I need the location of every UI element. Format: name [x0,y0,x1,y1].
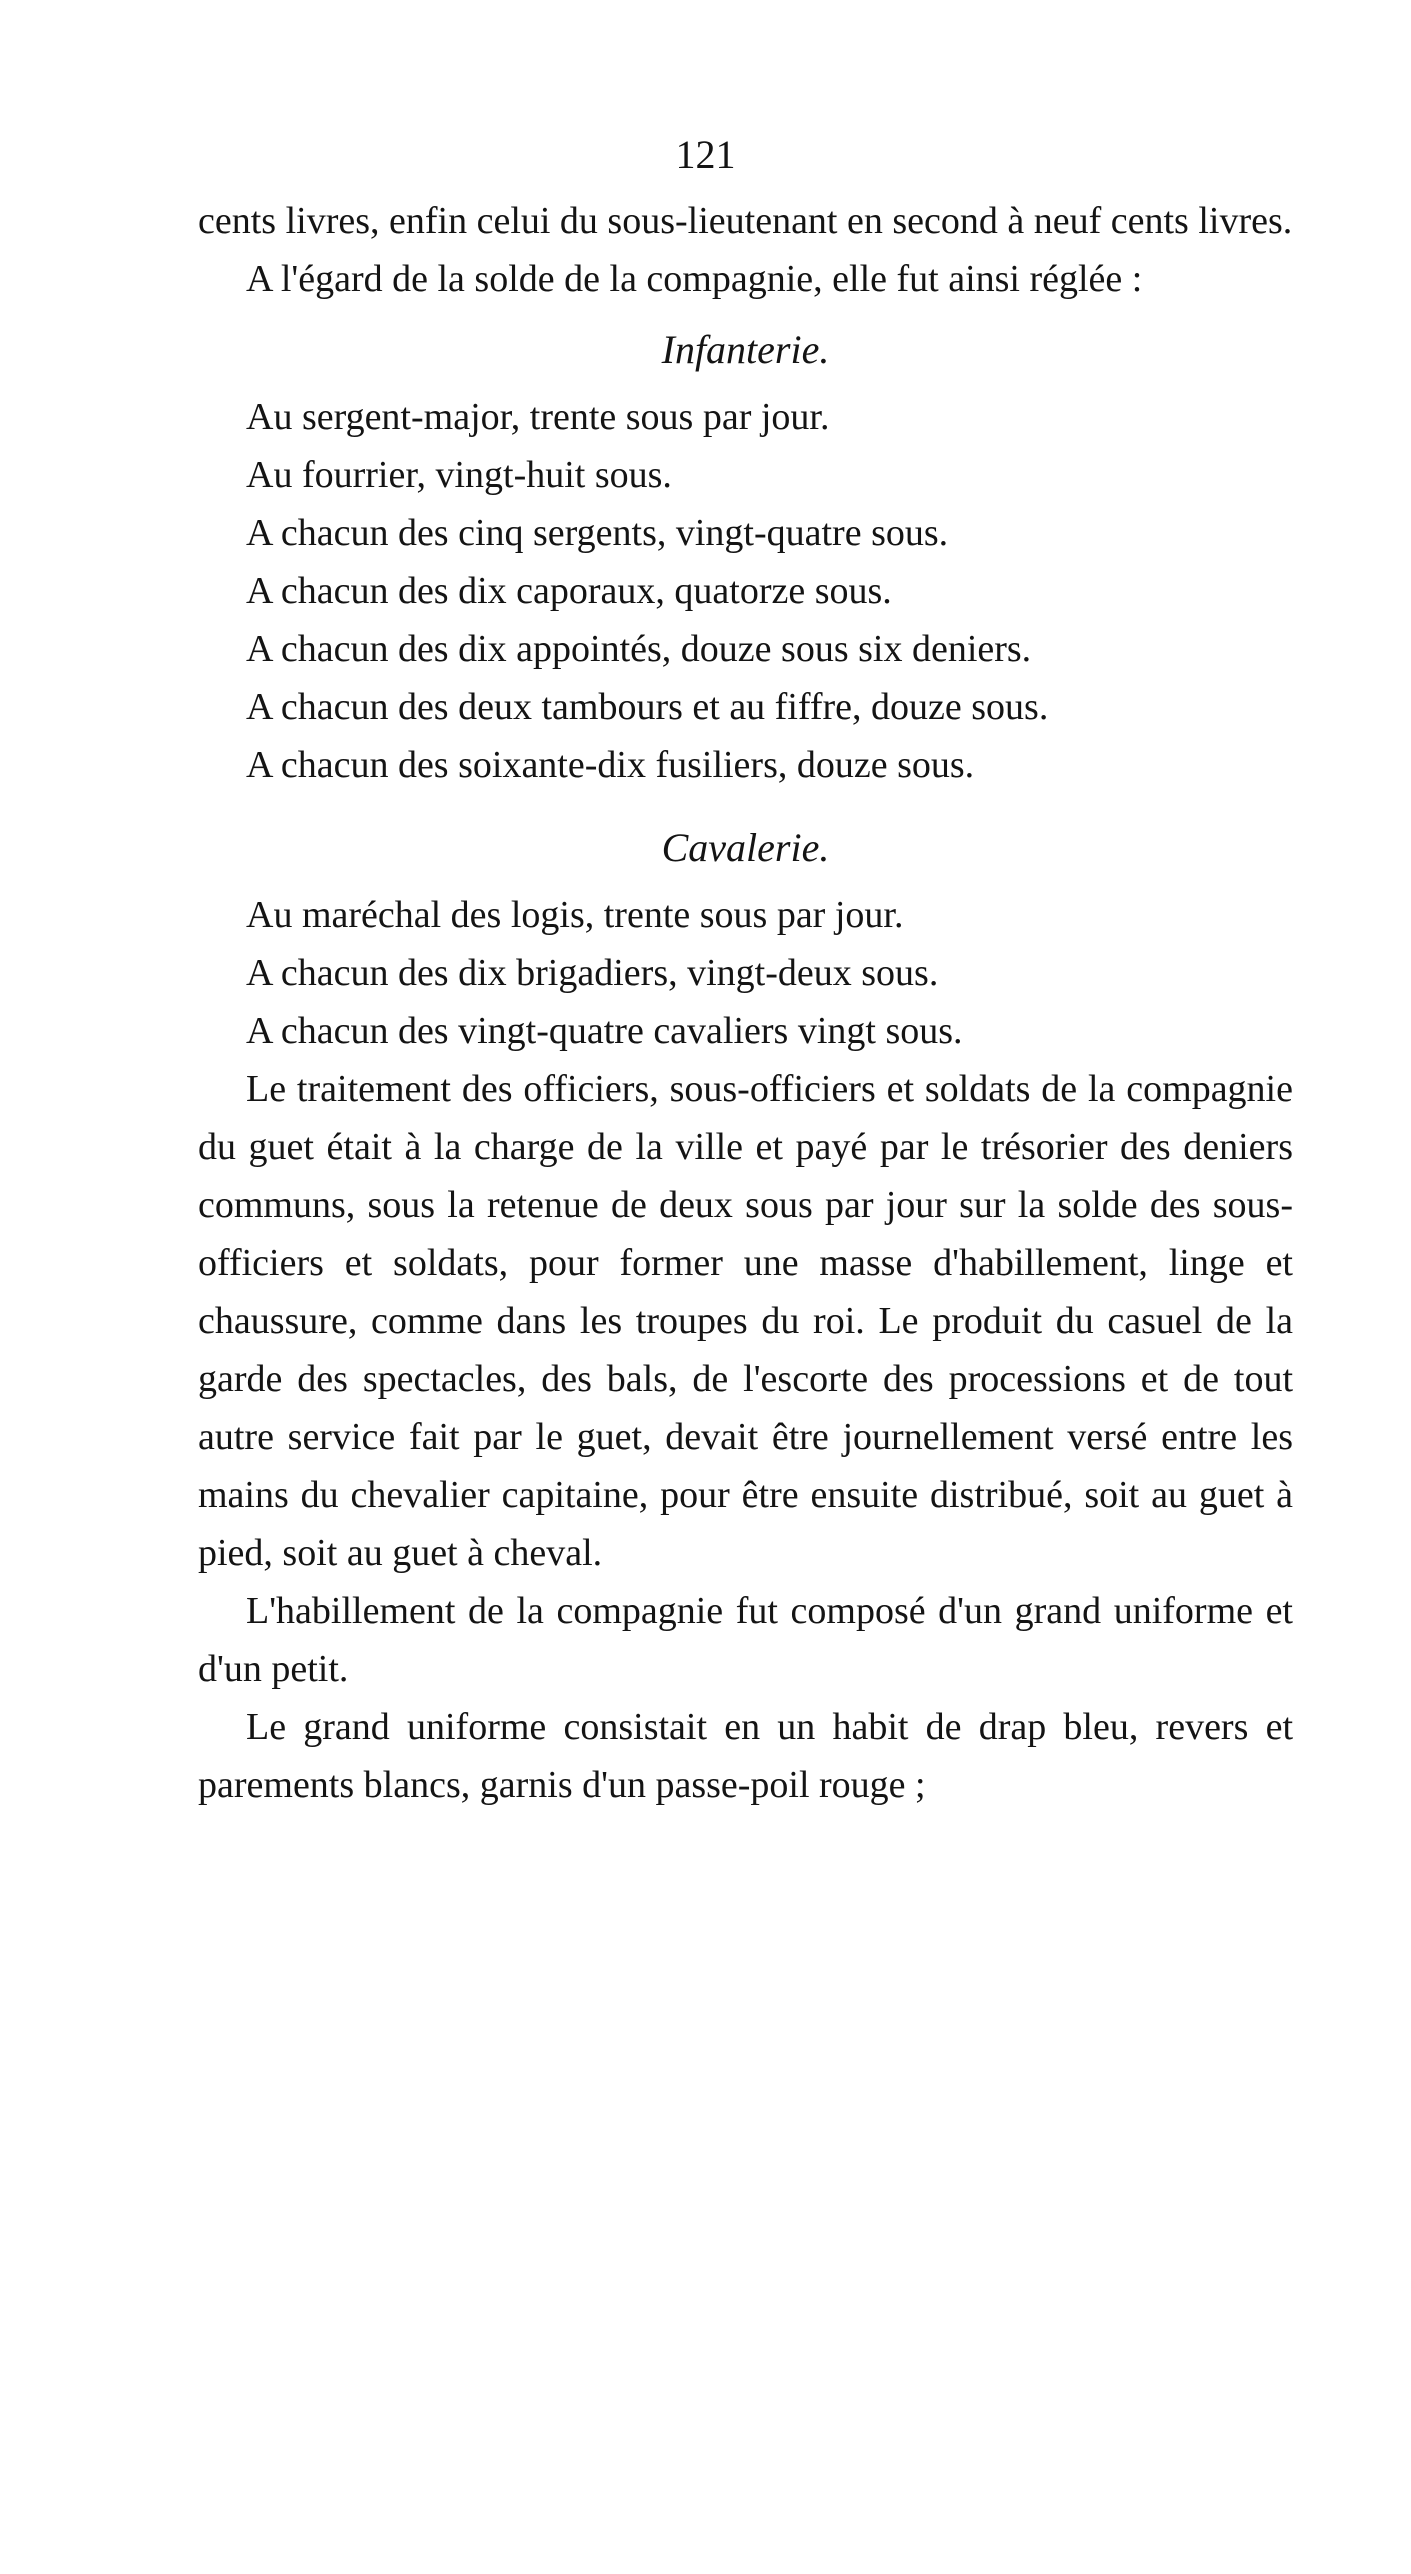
section-heading-cavalerie: Cavalerie. [661,825,830,870]
list-item: A chacun des cinq sergents, vingt-quatre sous. [246,512,949,554]
list-item: A chacun des soixante-dix fusiliers, douze sous. [246,744,975,786]
list-item: Au fourrier, vingt-huit sous. [246,454,672,496]
list-item: A chacun des deux tambours et au fiffre, douze sous. [246,686,1049,728]
list-item: A chacun des dix brigadiers, vingt-deux sous. [246,952,939,994]
list-item: A chacun des dix caporaux, quatorze sous. [246,570,892,612]
paragraph-grand-uniforme: Le grand uniforme consistait en un habit de drap bleu, revers et parements blancs, garnis d'un passe-poil rouge ; [198,1706,1293,1806]
page-number: 121 [675,132,736,177]
list-infanterie [198,388,1293,794]
paragraph-habillement: L'habillement de la compagnie fut composé d'un grand uniforme et d'un petit. [198,1590,1293,1690]
paragraph-solde-intro: A l'égard de la solde de la compagnie, elle fut ainsi réglée : [246,258,1143,300]
list-item: A chacun des dix appointés, douze sous six deniers. [246,628,1032,670]
page-body [198,192,1293,1814]
list-item: A chacun des vingt-quatre cavaliers vingt sous. [246,1010,963,1052]
paragraph-intro: cents livres, enfin celui du sous-lieutenant en second à neuf cents livres. [198,200,1293,242]
list-item: Au maréchal des logis, trente sous par jour. [246,894,904,936]
section-heading-infanterie: Infanterie. [661,327,830,372]
spacer [198,794,1293,806]
list-item: Au sergent-major, trente sous par jour. [246,396,830,438]
list-cavalerie [198,886,1293,1060]
paragraph-traitement: Le traitement des officiers, sous-officiers et soldats de la compagnie du guet était à la charge de la ville et payé par le trésorier des deniers communs, sous la retenue de deux sous par jour sur la solde des sous-officiers et soldats, pour former une masse d'habillement, linge et chaussure, comme dans les troupes du roi. Le produit du casuel de la garde des spectacles, des bals, de l'escorte des processions et de tout autre service fait par le guet, devait être journellement versé entre les mains du chevalier capitaine, pour être ensuite distribué, soit au guet à pied, soit au guet à cheval. [198,1068,1293,1574]
